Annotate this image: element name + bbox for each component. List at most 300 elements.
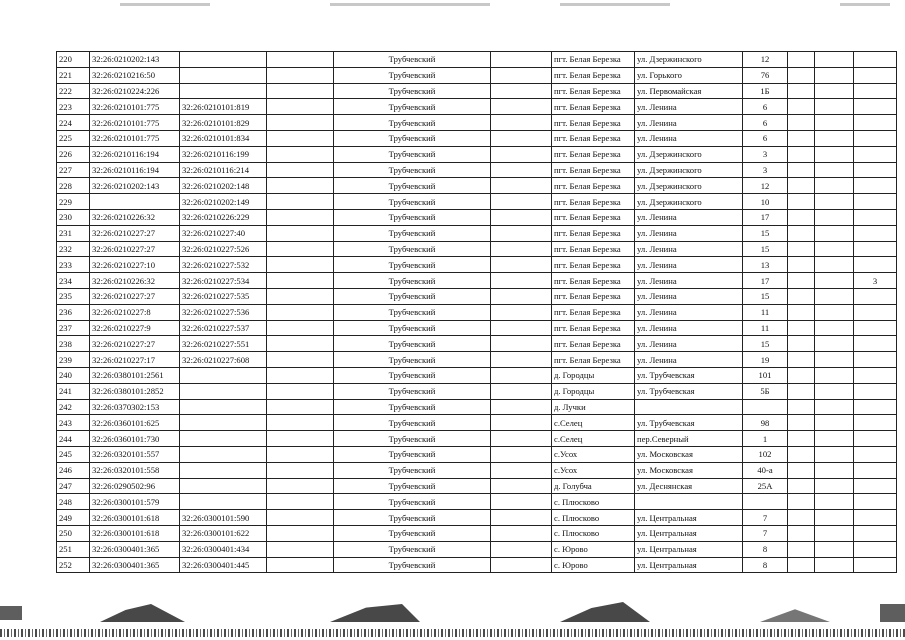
table-cell: 227 [57, 162, 90, 178]
table-cell: 32:26:0210227:27 [90, 241, 180, 257]
table-cell [854, 194, 897, 210]
table-cell [180, 83, 267, 99]
table-cell [815, 257, 854, 273]
table-cell: 32:26:0360101:625 [90, 415, 180, 431]
table-cell: ул. Горького [635, 67, 743, 83]
table-cell: Трубчевский [334, 478, 491, 494]
table-cell: с.Селец [552, 415, 635, 431]
table-cell: Трубчевский [334, 115, 491, 131]
table-cell: пгт. Белая Березка [552, 162, 635, 178]
table-cell: 8 [743, 557, 788, 573]
table-cell [180, 431, 267, 447]
table-cell [815, 162, 854, 178]
table-row [57, 67, 897, 83]
table-cell [788, 415, 815, 431]
table-cell [788, 510, 815, 526]
table-cell [788, 525, 815, 541]
table-cell [491, 130, 552, 146]
table-cell [815, 194, 854, 210]
table-cell [815, 99, 854, 115]
table-cell [815, 478, 854, 494]
table-cell: 76 [743, 67, 788, 83]
table-cell [854, 352, 897, 368]
table-cell: с.Усох [552, 446, 635, 462]
table-cell [491, 83, 552, 99]
table-row [57, 462, 897, 478]
table-cell [788, 225, 815, 241]
table-cell: 3 [743, 162, 788, 178]
table-cell: ул. Ленина [635, 336, 743, 352]
table-row [57, 352, 897, 368]
table-cell: Трубчевский [334, 209, 491, 225]
table-cell [815, 510, 854, 526]
table-cell: 32:26:0300401:365 [90, 541, 180, 557]
table-cell [854, 257, 897, 273]
table-cell [267, 525, 334, 541]
table-cell: 246 [57, 462, 90, 478]
table-cell: 32:26:0210227:608 [180, 352, 267, 368]
scan-noise-top [0, 0, 905, 12]
table-cell [854, 99, 897, 115]
table-cell: 32:26:0210227:526 [180, 241, 267, 257]
table-cell: с. Плюсково [552, 494, 635, 510]
table-cell [815, 494, 854, 510]
table-cell: пгт. Белая Березка [552, 336, 635, 352]
table-row [57, 115, 897, 131]
table-cell: 32:26:0380101:2561 [90, 367, 180, 383]
table-cell: 15 [743, 336, 788, 352]
table-cell [854, 557, 897, 573]
table-cell [267, 52, 334, 68]
table-cell: 17 [743, 209, 788, 225]
scan-barcode-strip [0, 629, 905, 637]
table-cell: Трубчевский [334, 446, 491, 462]
table-cell [788, 399, 815, 415]
table-cell: 226 [57, 146, 90, 162]
table-cell: 32:26:0210227:532 [180, 257, 267, 273]
table-cell [491, 320, 552, 336]
table-cell [854, 178, 897, 194]
table-cell [267, 146, 334, 162]
table-cell [267, 162, 334, 178]
table-cell: ул. Ленина [635, 130, 743, 146]
table-cell [788, 541, 815, 557]
table-cell: 32:26:0210101:819 [180, 99, 267, 115]
table-cell: Трубчевский [334, 525, 491, 541]
table-cell: 32:26:0210227:40 [180, 225, 267, 241]
table-cell: 32:26:0290502:96 [90, 478, 180, 494]
table-cell: ул. Дзержинского [635, 52, 743, 68]
table-cell: 32:26:0210227:535 [180, 288, 267, 304]
table-cell [743, 494, 788, 510]
table-cell: Трубчевский [334, 52, 491, 68]
table-row [57, 383, 897, 399]
table-cell: 249 [57, 510, 90, 526]
table-cell: Трубчевский [334, 83, 491, 99]
table-cell: пгт. Белая Березка [552, 52, 635, 68]
table-cell [491, 478, 552, 494]
table-cell [491, 273, 552, 289]
table-cell: 223 [57, 99, 90, 115]
table-cell: Трубчевский [334, 288, 491, 304]
table-cell: ул. Ленина [635, 241, 743, 257]
table-cell: пгт. Белая Березка [552, 225, 635, 241]
table-cell [635, 399, 743, 415]
table-cell [180, 494, 267, 510]
table-cell [815, 304, 854, 320]
table-cell: Трубчевский [334, 541, 491, 557]
table-cell [788, 130, 815, 146]
table-cell [491, 510, 552, 526]
table-cell [854, 241, 897, 257]
table-cell [854, 478, 897, 494]
table-cell: пгт. Белая Березка [552, 257, 635, 273]
table-cell [267, 178, 334, 194]
table-cell: Трубчевский [334, 383, 491, 399]
table-cell [635, 494, 743, 510]
table-cell: пгт. Белая Березка [552, 288, 635, 304]
table-cell [180, 415, 267, 431]
table-cell [491, 557, 552, 573]
table-row [57, 146, 897, 162]
table-cell [788, 494, 815, 510]
table-cell: 228 [57, 178, 90, 194]
table-cell: с. Плюсково [552, 525, 635, 541]
table-cell: 234 [57, 273, 90, 289]
table-cell: 252 [57, 557, 90, 573]
table-cell: 13 [743, 257, 788, 273]
table-cell: пер.Северный [635, 431, 743, 447]
table-cell: ул. Трубчевская [635, 415, 743, 431]
table-cell: ул. Первомайская [635, 83, 743, 99]
table-cell: 32:26:0210227:27 [90, 336, 180, 352]
table-cell [854, 431, 897, 447]
table-cell [267, 462, 334, 478]
table-cell [854, 510, 897, 526]
table-cell: 6 [743, 115, 788, 131]
table-cell [267, 336, 334, 352]
table-cell: ул. Дзержинского [635, 178, 743, 194]
table-cell: ул. Ленина [635, 225, 743, 241]
table-cell [267, 557, 334, 573]
table-cell: 19 [743, 352, 788, 368]
table-cell: Трубчевский [334, 130, 491, 146]
table-cell: 32:26:0210227:17 [90, 352, 180, 368]
table-row [57, 162, 897, 178]
table-cell [854, 209, 897, 225]
table-cell: пгт. Белая Березка [552, 320, 635, 336]
table-cell [788, 446, 815, 462]
table-row [57, 399, 897, 415]
table-cell: 251 [57, 541, 90, 557]
table-cell: ул. Ленина [635, 115, 743, 131]
table-cell [788, 352, 815, 368]
table-cell: 101 [743, 367, 788, 383]
table-cell [491, 541, 552, 557]
table-row [57, 52, 897, 68]
table-cell: Трубчевский [334, 431, 491, 447]
table-cell [491, 431, 552, 447]
table-cell [815, 115, 854, 131]
table-cell: 32:26:0300101:590 [180, 510, 267, 526]
table-row [57, 83, 897, 99]
table-cell [815, 431, 854, 447]
table-cell: Трубчевский [334, 225, 491, 241]
table-cell [854, 541, 897, 557]
table-cell [815, 352, 854, 368]
table-row [57, 446, 897, 462]
table-cell: ул. Московская [635, 462, 743, 478]
table-cell: 32:26:0300401:434 [180, 541, 267, 557]
table-cell: 32:26:0300101:622 [180, 525, 267, 541]
table-row [57, 194, 897, 210]
table-cell [491, 162, 552, 178]
table-row [57, 178, 897, 194]
table-cell: д. Голубча [552, 478, 635, 494]
table-row [57, 557, 897, 573]
table-cell: с. Юрово [552, 541, 635, 557]
table-cell [743, 399, 788, 415]
table-cell: 231 [57, 225, 90, 241]
table-cell [788, 241, 815, 257]
table-cell: 32:26:0300101:618 [90, 525, 180, 541]
table-cell: 17 [743, 273, 788, 289]
table-cell: 248 [57, 494, 90, 510]
table-cell [267, 194, 334, 210]
table-cell: д. Городцы [552, 383, 635, 399]
table-cell [491, 336, 552, 352]
table-cell [180, 478, 267, 494]
table-cell: 6 [743, 99, 788, 115]
register-table [56, 51, 897, 573]
table-cell: 98 [743, 415, 788, 431]
table-cell: ул. Ленина [635, 257, 743, 273]
table-cell: ул. Ленина [635, 320, 743, 336]
table-cell [788, 99, 815, 115]
table-cell: 32:26:0300101:618 [90, 510, 180, 526]
table-cell: Трубчевский [334, 320, 491, 336]
table-cell [815, 209, 854, 225]
table-cell [491, 352, 552, 368]
table-cell [267, 257, 334, 273]
table-row [57, 541, 897, 557]
table-cell: 32:26:0210202:148 [180, 178, 267, 194]
table-cell: пгт. Белая Березка [552, 146, 635, 162]
table-row [57, 241, 897, 257]
table-cell: ул. Ленина [635, 304, 743, 320]
table-row [57, 478, 897, 494]
table-cell: ул. Дзержинского [635, 194, 743, 210]
table-cell: ул. Центральная [635, 525, 743, 541]
table-row [57, 320, 897, 336]
table-cell [491, 178, 552, 194]
table-cell: 1 [743, 431, 788, 447]
table-cell [788, 383, 815, 399]
table-cell: 32:26:0210101:775 [90, 130, 180, 146]
table-cell [491, 399, 552, 415]
table-cell [815, 146, 854, 162]
table-cell: Трубчевский [334, 399, 491, 415]
table-cell: с. Юрово [552, 557, 635, 573]
table-cell [491, 367, 552, 383]
table-cell: с. Плюсково [552, 510, 635, 526]
table-cell: 238 [57, 336, 90, 352]
table-cell: 32:26:0210202:143 [90, 178, 180, 194]
table-cell: 32:26:0210224:226 [90, 83, 180, 99]
table-cell: 7 [743, 510, 788, 526]
table-cell: 32:26:0210226:32 [90, 209, 180, 225]
table-cell [491, 383, 552, 399]
table-cell: 12 [743, 178, 788, 194]
table-cell: пгт. Белая Березка [552, 83, 635, 99]
table-cell [788, 557, 815, 573]
table-cell: 32:26:0210227:551 [180, 336, 267, 352]
table-cell [180, 462, 267, 478]
table-cell [815, 288, 854, 304]
table-cell [815, 383, 854, 399]
table-cell: ул. Деснянская [635, 478, 743, 494]
table-cell [491, 462, 552, 478]
table-cell [854, 415, 897, 431]
table-cell [788, 273, 815, 289]
table-row [57, 494, 897, 510]
table-cell: пгт. Белая Березка [552, 304, 635, 320]
table-cell: 243 [57, 415, 90, 431]
table-cell [491, 257, 552, 273]
table-cell: 10 [743, 194, 788, 210]
table-cell: ул. Дзержинского [635, 146, 743, 162]
table-cell: 32:26:0300101:579 [90, 494, 180, 510]
table-cell: 40-а [743, 462, 788, 478]
table-cell: Трубчевский [334, 510, 491, 526]
table-row [57, 273, 897, 289]
table-cell: 224 [57, 115, 90, 131]
table-cell: пгт. Белая Березка [552, 241, 635, 257]
table-cell [815, 225, 854, 241]
table-cell: Трубчевский [334, 99, 491, 115]
table-cell [788, 320, 815, 336]
table-cell: 32:26:0360101:730 [90, 431, 180, 447]
table-cell [815, 320, 854, 336]
table-cell [854, 399, 897, 415]
table-cell: Трубчевский [334, 557, 491, 573]
table-cell: 32:26:0210116:194 [90, 162, 180, 178]
table-cell: ул. Ленина [635, 209, 743, 225]
table-cell [815, 273, 854, 289]
table-cell [854, 67, 897, 83]
table-cell: 233 [57, 257, 90, 273]
table-cell [854, 288, 897, 304]
table-cell [788, 209, 815, 225]
table-cell: Трубчевский [334, 367, 491, 383]
table-cell: 236 [57, 304, 90, 320]
table-cell [491, 115, 552, 131]
table-cell: 8 [743, 541, 788, 557]
table-cell: 225 [57, 130, 90, 146]
table-cell [815, 557, 854, 573]
table-cell: 32:26:0210226:229 [180, 209, 267, 225]
table-cell: 241 [57, 383, 90, 399]
table-cell [788, 462, 815, 478]
table-cell [491, 304, 552, 320]
table-cell [491, 241, 552, 257]
table-cell: пгт. Белая Березка [552, 99, 635, 115]
table-cell [854, 462, 897, 478]
table-cell [854, 52, 897, 68]
table-cell [491, 494, 552, 510]
table-row [57, 415, 897, 431]
table-cell [815, 446, 854, 462]
table-cell [180, 367, 267, 383]
table-cell: 244 [57, 431, 90, 447]
table-cell [854, 336, 897, 352]
table-cell [815, 178, 854, 194]
table-cell: 102 [743, 446, 788, 462]
table-row [57, 130, 897, 146]
table-cell [491, 67, 552, 83]
table-cell: 32:26:0320101:557 [90, 446, 180, 462]
table-cell: 3 [854, 273, 897, 289]
table-cell: 15 [743, 241, 788, 257]
table-cell: 32:26:0210101:829 [180, 115, 267, 131]
table-cell [491, 194, 552, 210]
table-cell: Трубчевский [334, 241, 491, 257]
table-cell: 247 [57, 478, 90, 494]
table-row [57, 257, 897, 273]
table-row [57, 367, 897, 383]
table-row [57, 288, 897, 304]
table-cell: Трубчевский [334, 194, 491, 210]
table-cell: 229 [57, 194, 90, 210]
table-cell [854, 130, 897, 146]
table-row [57, 431, 897, 447]
table-cell [854, 304, 897, 320]
table-cell [267, 367, 334, 383]
table-cell: Трубчевский [334, 462, 491, 478]
table-cell [815, 83, 854, 99]
table-cell [815, 462, 854, 478]
table-cell [491, 446, 552, 462]
table-cell: 11 [743, 320, 788, 336]
table-cell [788, 478, 815, 494]
table-cell: Трубчевский [334, 494, 491, 510]
table-cell: ул. Ленина [635, 273, 743, 289]
table-cell: 239 [57, 352, 90, 368]
table-cell [267, 494, 334, 510]
table-cell [267, 241, 334, 257]
table-cell: пгт. Белая Березка [552, 178, 635, 194]
table-cell: 15 [743, 288, 788, 304]
table-row [57, 209, 897, 225]
table-cell [180, 383, 267, 399]
table-cell: ул. Ленина [635, 352, 743, 368]
table-cell [267, 383, 334, 399]
table-cell: Трубчевский [334, 178, 491, 194]
table-cell [788, 115, 815, 131]
table-cell [788, 178, 815, 194]
table-cell [267, 510, 334, 526]
table-cell: Трубчевский [334, 415, 491, 431]
table-cell [180, 52, 267, 68]
table-cell: 242 [57, 399, 90, 415]
table-cell: 235 [57, 288, 90, 304]
table-cell: 32:26:0210227:27 [90, 288, 180, 304]
table-cell: д. Городцы [552, 367, 635, 383]
table-cell: ул. Центральная [635, 510, 743, 526]
table-cell: д. Лучки [552, 399, 635, 415]
table-row [57, 304, 897, 320]
table-cell: 32:26:0300401:365 [90, 557, 180, 573]
